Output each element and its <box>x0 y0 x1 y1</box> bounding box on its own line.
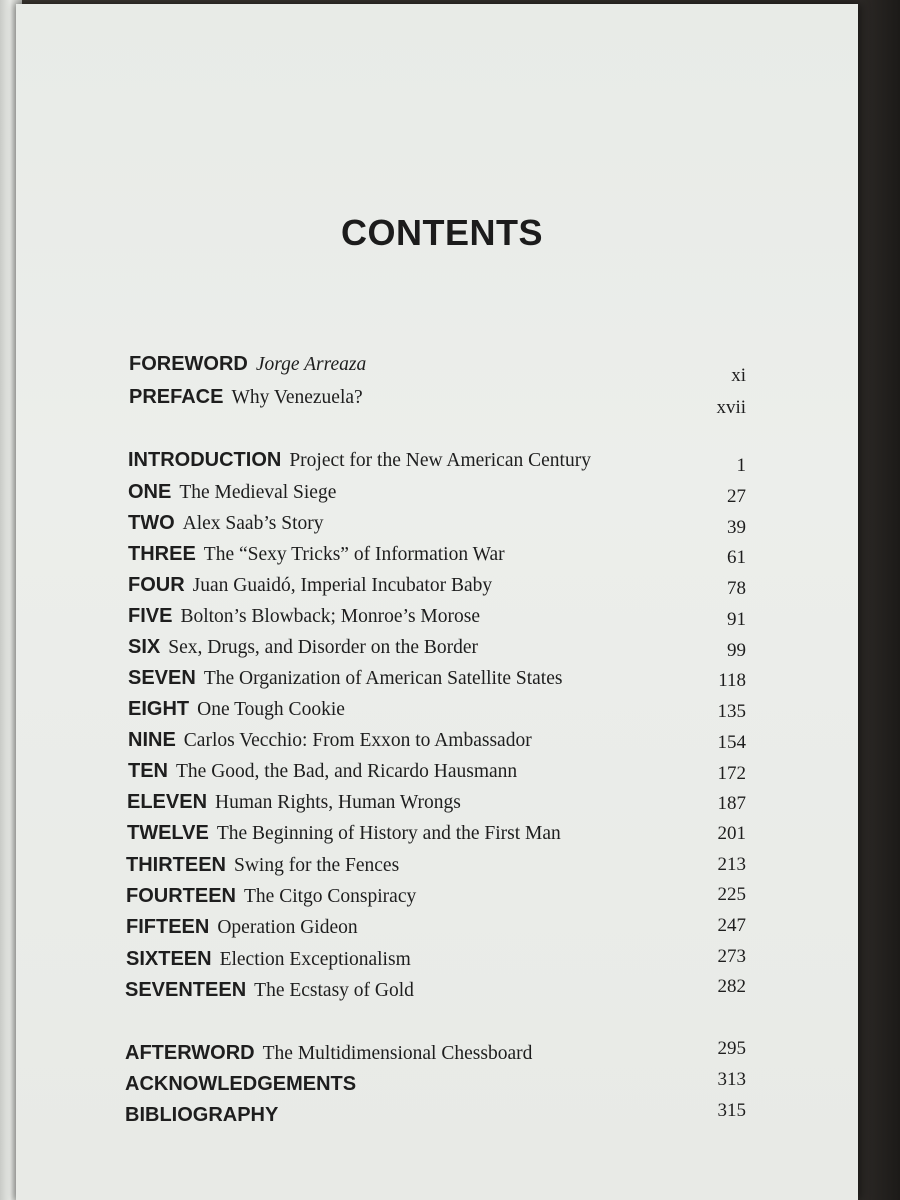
toc-title: Alex Saab’s Story <box>182 513 324 534</box>
toc-entry-twelve <box>127 817 747 849</box>
toc-page-number: 39 <box>727 517 746 538</box>
toc-entry-ten <box>128 755 748 787</box>
toc-page-number: 225 <box>717 884 746 905</box>
toc-page-number: 187 <box>717 793 746 814</box>
toc-entry-fourteen <box>126 880 746 912</box>
toc-page-number: 135 <box>717 701 746 722</box>
toc-page-number: 315 <box>717 1100 746 1121</box>
book-page <box>16 4 858 1200</box>
toc-label: PREFACE <box>129 386 224 408</box>
toc-page-number: xi <box>731 365 746 386</box>
toc-label: SEVENTEEN <box>125 979 247 1001</box>
toc-page-number: 27 <box>727 486 746 507</box>
toc-title: The Multidimensional Chessboard <box>262 1043 533 1064</box>
toc-label: FIFTEEN <box>126 916 210 938</box>
toc-label: BIBLIOGRAPHY <box>125 1104 279 1126</box>
toc-label: ONE <box>128 481 172 503</box>
toc-page-number: 91 <box>727 609 746 630</box>
toc-label: TWELVE <box>127 822 209 844</box>
toc-entry-three <box>128 538 748 570</box>
toc-title: The Medieval Siege <box>179 482 337 503</box>
toc-label: FOURTEEN <box>126 885 236 907</box>
toc-page-number: 61 <box>727 547 746 568</box>
toc-title: Bolton’s Blowback; Monroe’s Morose <box>180 606 480 627</box>
toc-entry-thirteen <box>126 849 746 881</box>
toc-label: SEVEN <box>128 667 196 689</box>
toc-page-number: xvii <box>716 397 746 418</box>
toc-label: SIXTEEN <box>126 948 212 970</box>
toc-label: FOUR <box>128 574 185 596</box>
toc-entry-preface <box>129 381 749 413</box>
toc-title: Sex, Drugs, and Disorder on the Border <box>168 637 479 658</box>
toc-title: Operation Gideon <box>217 917 358 938</box>
toc-entry-afterword <box>125 1037 745 1069</box>
toc-entry-eleven <box>127 786 747 818</box>
toc-title: The “Sexy Tricks” of Information War <box>203 544 505 565</box>
toc-label: NINE <box>128 729 176 751</box>
toc-entry-one <box>128 476 748 508</box>
table-of-contents <box>16 4 858 1200</box>
toc-entry-four <box>128 569 748 601</box>
toc-label: THIRTEEN <box>126 854 226 876</box>
toc-entry-two <box>128 507 748 539</box>
toc-page-number: 154 <box>717 732 746 753</box>
toc-page-number: 172 <box>717 763 746 784</box>
toc-title: The Ecstasy of Gold <box>254 980 414 1001</box>
toc-entry-six <box>128 631 748 663</box>
toc-entry-introduction <box>128 444 748 476</box>
toc-page-number: 99 <box>727 640 746 661</box>
toc-entry-seven <box>128 662 748 694</box>
toc-title: The Organization of American Satellite States <box>203 668 563 689</box>
toc-entry-sixteen <box>126 943 746 975</box>
toc-page-number: 118 <box>718 670 746 691</box>
toc-title: The Good, the Bad, and Ricardo Hausmann <box>176 761 518 782</box>
toc-title: Election Exceptionalism <box>219 949 411 970</box>
toc-page-number: 282 <box>717 976 746 997</box>
toc-entry-eight <box>128 693 748 725</box>
toc-title: Project for the New American Century <box>289 450 591 471</box>
toc-label: SIX <box>128 636 161 658</box>
toc-entry-acknowledgements <box>125 1068 745 1100</box>
toc-label: TEN <box>128 760 168 782</box>
toc-title: Why Venezuela? <box>231 387 363 408</box>
toc-label: AFTERWORD <box>125 1042 255 1064</box>
toc-page-number: 273 <box>717 946 746 967</box>
toc-label: INTRODUCTION <box>128 449 282 471</box>
toc-entry-bibliography <box>125 1099 745 1131</box>
toc-page-number: 201 <box>717 823 746 844</box>
toc-label: TWO <box>128 512 175 534</box>
toc-entry-five <box>128 600 748 632</box>
toc-label: FOREWORD <box>129 353 248 375</box>
toc-page-number: 247 <box>717 915 746 936</box>
toc-title: Swing for the Fences <box>234 855 400 876</box>
toc-label: FIVE <box>128 605 173 627</box>
toc-page-number: 213 <box>717 854 746 875</box>
toc-entry-nine <box>128 724 748 756</box>
toc-entry-foreword <box>129 348 749 380</box>
toc-title: The Beginning of History and the First Man <box>216 823 561 844</box>
toc-page-number: 78 <box>727 578 746 599</box>
toc-entry-fifteen <box>126 911 746 943</box>
toc-title: Human Rights, Human Wrongs <box>215 792 461 813</box>
toc-label: ELEVEN <box>127 791 208 813</box>
toc-title: The Citgo Conspiracy <box>244 886 417 907</box>
toc-title: Carlos Vecchio: From Exxon to Ambassador <box>183 730 532 751</box>
toc-page-number: 313 <box>717 1069 746 1090</box>
page-title: CONTENTS <box>341 212 543 253</box>
toc-page-number: 1 <box>736 455 746 476</box>
toc-title: One Tough Cookie <box>197 699 345 720</box>
toc-label: EIGHT <box>128 698 190 720</box>
toc-label: THREE <box>128 543 196 565</box>
toc-title: Juan Guaidó, Imperial Incubator Baby <box>192 575 493 596</box>
toc-label: ACKNOWLEDGEMENTS <box>125 1073 357 1095</box>
toc-title: Jorge Arreaza <box>255 354 367 375</box>
toc-page-number: 295 <box>717 1038 746 1059</box>
toc-entry-seventeen <box>125 974 745 1006</box>
